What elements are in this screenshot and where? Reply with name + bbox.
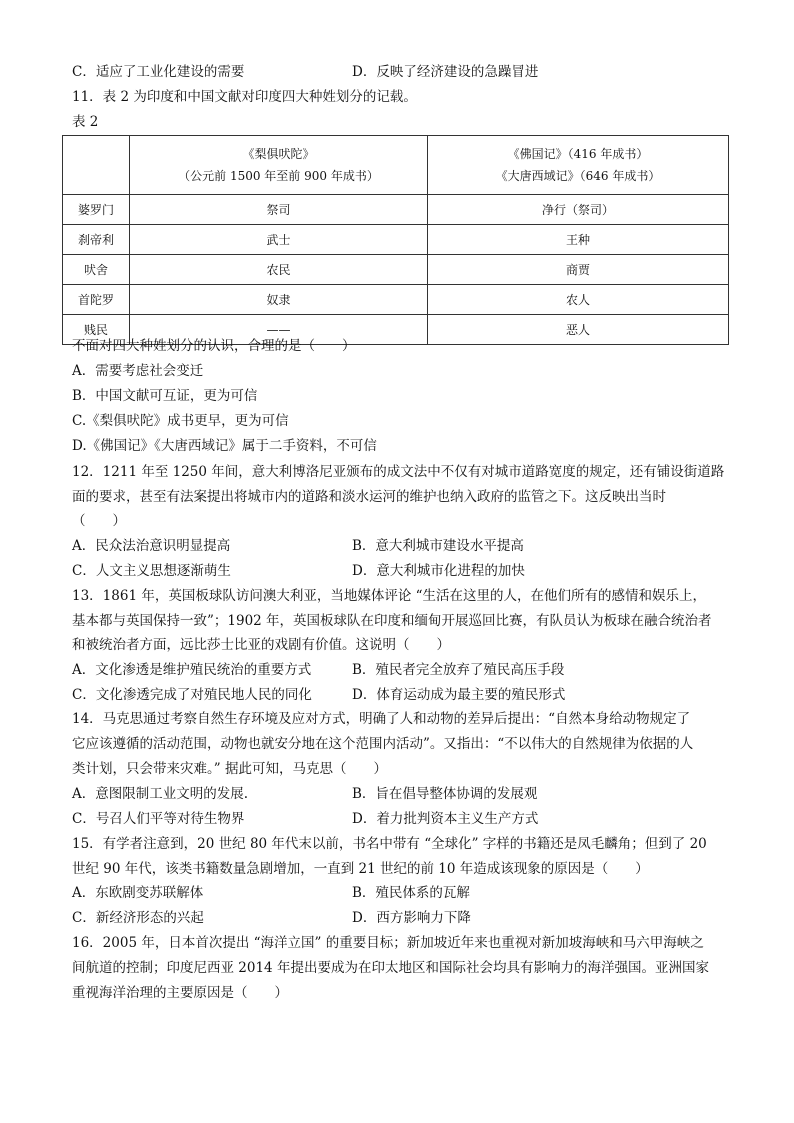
q14-option-c: C．号召人们平等对待生物界 <box>72 811 245 827</box>
rigveda-title: 《梨俱吠陀》 <box>242 147 315 161</box>
q11-question: 不面对四大种姓划分的认识，合理的是（ ） <box>72 338 356 354</box>
q13-option-c: C．文化渗透完成了对殖民地人民的同化 <box>72 687 312 703</box>
q14-stem-line: 14．马克思通过考察自然生存环境及应对方式，明确了人和动物的差异后提出：“自然本身给动物规定了 <box>72 711 691 727</box>
q16-stem-line: 重视海洋治理的主要原因是（ ） <box>72 985 288 1001</box>
q11-stem: 11．表 2 为印度和中国文献对印度四大种姓划分的记载。 <box>72 89 417 105</box>
q15-option-d: D．西方影响力下降 <box>352 910 471 926</box>
q11-option-a: A．需要考虑社会变迁 <box>72 363 204 379</box>
q15-stem-line: 世纪 90 年代，该类书籍数量急剧增加，一直到 21 世纪的前 10 年造成该现象的原因是（ ） <box>72 861 649 877</box>
rigveda-cell: —— <box>130 315 428 345</box>
q13-option-d: D．体育运动成为最主要的殖民形式 <box>352 687 566 703</box>
q15-option-a: A．东欧剧变苏联解体 <box>72 885 204 901</box>
caste-name: 吠舍 <box>63 255 130 285</box>
rigveda-header <box>130 136 428 195</box>
q12-option-a: A．民众法治意识明显提高 <box>72 538 231 554</box>
q12-stem-line: 12．1211 年至 1250 年间，意大利博洛尼亚颁布的成文法中不仅有对城市道路宽度的规定，还有铺设街道路 <box>72 464 725 480</box>
q13-option-a: A．文化渗透是维护殖民统治的重要方式 <box>72 662 312 678</box>
caste-name: 婆罗门 <box>63 195 130 225</box>
q11-option-d: D.《佛国记》《大唐西域记》属于二手资料，不可信 <box>72 438 377 454</box>
datang-title: 《大唐西域记》（646 年成书） <box>495 169 661 183</box>
foguoji-title: 《佛国记》（416 年成书） <box>507 147 649 161</box>
q14-option-a: A．意图限制工业文明的发展. <box>72 786 249 802</box>
q13-stem-line: 和被统治者方面，远比莎士比亚的戏剧有价值。这说明（ ） <box>72 637 450 653</box>
q12-answer-blank: （ ） <box>72 513 126 529</box>
chinese-cell: 王种 <box>428 225 729 255</box>
table-row <box>63 255 729 285</box>
q14-stem-line: 它应该遵循的活动范围，动物也就安分地在这个范围内活动”。又指出：“不以伟大的自然规律为依据的人 <box>72 736 694 752</box>
caste-name: 刹帝利 <box>63 225 130 255</box>
q10-option-d: D．反映了经济建设的急躁冒进 <box>352 64 539 80</box>
q10-option-c: C．适应了工业化建设的需要 <box>72 64 245 80</box>
q11-option-c: C.《梨俱吠陀》成书更早，更为可信 <box>72 413 289 429</box>
table-header-row <box>63 136 729 195</box>
table-row <box>63 285 729 315</box>
rigveda-cell: 奴隶 <box>130 285 428 315</box>
q11-option-b: B．中国文献可互证，更为可信 <box>72 388 258 404</box>
q12-option-b: B．意大利城市建设水平提高 <box>352 538 524 554</box>
rigveda-cell: 武士 <box>130 225 428 255</box>
chinese-cell: 恶人 <box>428 315 729 345</box>
q12-stem-line: 面的要求，甚至有法案提出将城市内的道路和淡水运河的维护也纳入政府的监管之下。这反映出当时 <box>72 489 666 505</box>
chinese-cell: 农人 <box>428 285 729 315</box>
rigveda-cell: 农民 <box>130 255 428 285</box>
q13-stem-line: 13．1861 年，英国板球队访问澳大利亚，当地媒体评论 “生活在这里的人，在他们所有的感情和娱乐上， <box>72 588 707 604</box>
q12-option-c: C．人文主义思想逐渐萌生 <box>72 563 231 579</box>
chinese-cell: 净行（祭司） <box>428 195 729 225</box>
table-row <box>63 225 729 255</box>
q13-option-b: B．殖民者完全放弃了殖民高压手段 <box>352 662 565 678</box>
q16-stem-line: 16．2005 年，日本首次提出 “海洋立国” 的重要目标；新加坡近年来也重视对新加坡海峡和马六甲海峡之 <box>72 935 704 951</box>
chinese-cell: 商贾 <box>428 255 729 285</box>
table-label: 表 2 <box>72 114 99 130</box>
q14-stem-line: 类计划，只会带来灾难。” 据此可知，马克思（ ） <box>72 761 387 777</box>
caste-table <box>62 135 729 345</box>
rigveda-date: （公元前 1500 年至前 900 年成书） <box>178 169 379 183</box>
q16-stem-line: 间航道的控制；印度尼西亚 2014 年提出要成为在印太地区和国际社会均具有影响力的海洋强国。亚洲国家 <box>72 960 709 976</box>
caste-name: 贱民 <box>63 315 130 345</box>
q14-option-b: B．旨在倡导整体协调的发展观 <box>352 786 538 802</box>
table-corner-cell <box>63 136 130 195</box>
q13-stem-line: 基本都与英国保持一致”；1902 年，英国板球队在印度和缅甸开展巡回比赛，有队员认为板球在融合统治者 <box>72 613 712 629</box>
rigveda-cell: 祭司 <box>130 195 428 225</box>
q15-stem-line: 15．有学者注意到，20 世纪 80 年代末以前，书名中带有 “全球化” 字样的书籍还是凤毛麟角；但到了 20 <box>72 836 707 852</box>
q14-option-d: D．着力批判资本主义生产方式 <box>352 811 539 827</box>
q12-option-d: D．意大利城市化进程的加快 <box>352 563 525 579</box>
q15-option-b: B．殖民体系的瓦解 <box>352 885 470 901</box>
chinese-sources-header <box>428 136 729 195</box>
q15-option-c: C．新经济形态的兴起 <box>72 910 204 926</box>
caste-name: 首陀罗 <box>63 285 130 315</box>
table-row <box>63 195 729 225</box>
